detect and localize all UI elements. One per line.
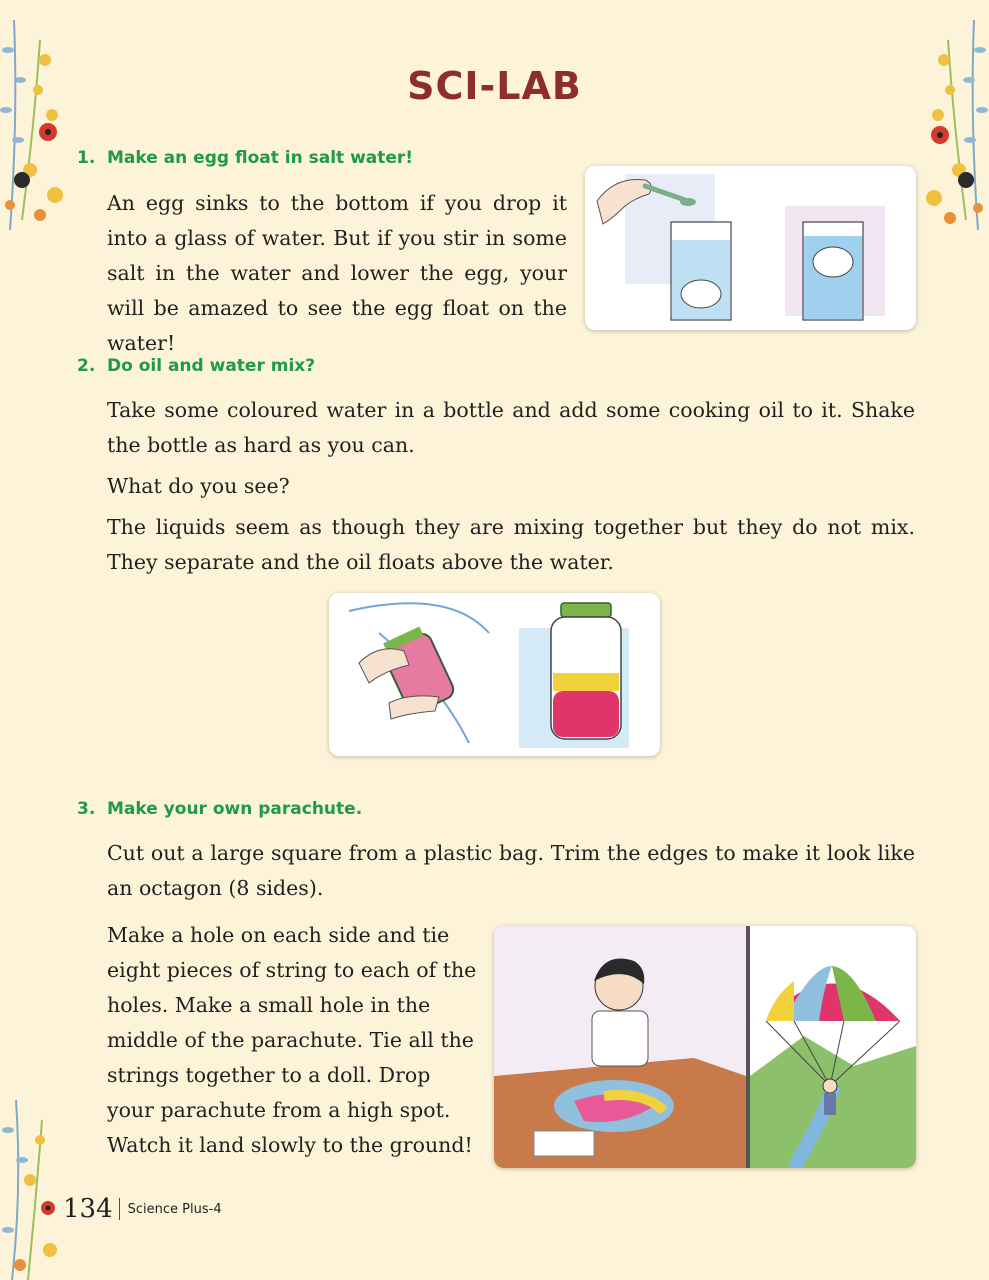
- section-2-paragraph-1: Take some coloured water in a bottle and add some cooking oil to it. Shake the bottle as hard as you can.: [107, 398, 915, 457]
- page-footer: [63, 1194, 222, 1224]
- floral-decoration-top-left: [0, 20, 75, 230]
- section-2-title: Do oil and water mix?: [107, 356, 316, 376]
- section-3-paragraph-2: Make a hole on each side and tie eight pieces of string to each of the holes. Make a small hole in the middle of the parachute. Tie all the strings together to a doll. Drop your parachute from a high spot. Watch it land slowly to the ground!: [107, 923, 477, 1157]
- parachute-illustration: [494, 926, 916, 1168]
- section-1-heading: [77, 148, 413, 168]
- page-title: SCI-LAB: [407, 64, 582, 108]
- section-2-paragraph-2: What do you see?: [107, 474, 290, 498]
- section-2-paragraph-3: The liquids seem as though they are mixing together but they do not mix. They separate and the oil floats above the water.: [107, 515, 915, 574]
- footer-separator: [119, 1198, 120, 1220]
- section-3-title: Make your own parachute.: [107, 799, 363, 819]
- section-1-paragraph: An egg sinks to the bottom if you drop it into a glass of water. But if you stir in some salt in the water and lower the egg, your will be amazed to see the egg float on the water!: [107, 191, 567, 355]
- section-1-title: Make an egg float in salt water!: [107, 148, 414, 168]
- floral-decoration-top-right: [914, 20, 989, 230]
- egg-float-illustration: [585, 166, 916, 330]
- section-2-heading: [77, 356, 315, 376]
- oil-water-illustration: [329, 593, 660, 756]
- section-2-number: 2.: [77, 356, 96, 376]
- page-number: 134: [63, 1194, 113, 1224]
- book-title: Science Plus-4: [127, 1201, 222, 1217]
- section-3-heading: [77, 799, 362, 819]
- floral-decoration-bottom-left: [0, 1100, 70, 1280]
- section-3-number: 3.: [77, 799, 96, 819]
- section-3-paragraph-1: Cut out a large square from a plastic bag. Trim the edges to make it look like an octagon (8 sides).: [107, 841, 915, 900]
- section-1-number: 1.: [77, 148, 96, 168]
